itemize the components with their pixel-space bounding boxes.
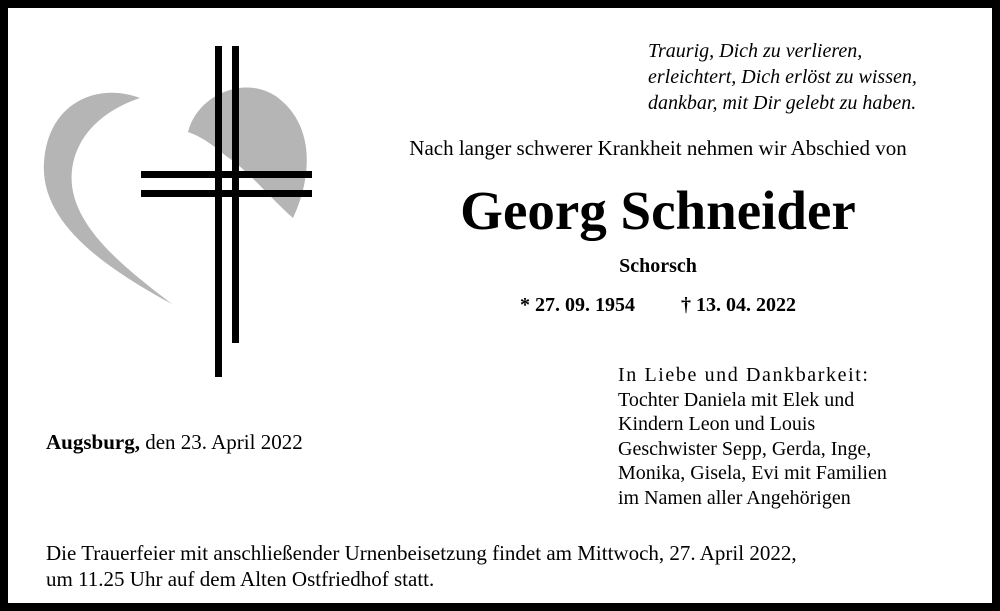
heart-cross-emblem: [38, 40, 318, 385]
place-city: Augsburg,: [46, 430, 140, 454]
mourners-list: [618, 363, 978, 510]
poem-line: Traurig, Dich zu verlieren,: [648, 40, 863, 62]
mourners-heading: In Liebe und Dankbarkeit:: [618, 364, 870, 386]
mourner-line: im Namen aller Angehörigen: [618, 486, 851, 509]
mourner-line: Kindern Leon und Louis: [618, 413, 816, 435]
ceremony-line: Die Trauerfeier mit anschließender Urnenbeisetzung findet am Mittwoch, 27. April 2022,: [46, 541, 797, 565]
notice-date: den 23. April 2022: [145, 430, 303, 454]
heart-left-stroke: [44, 93, 172, 304]
birth-date: * 27. 09. 1954: [520, 294, 635, 316]
cross-horizontal-bar-bottom: [141, 190, 312, 197]
ceremony-line: um 11.25 Uhr auf dem Alten Ostfriedhof statt.: [46, 567, 435, 591]
cross-vertical-bar-left: [215, 46, 222, 377]
heart-cross-icon: [38, 40, 318, 385]
poem-line: erleichtert, Dich erlöst zu wissen,: [648, 66, 917, 88]
heart-icon: [188, 88, 307, 218]
deceased-nickname: Schorsch: [619, 255, 697, 277]
poem: [648, 38, 978, 116]
death-date: † 13. 04. 2022: [681, 294, 796, 316]
deceased-name: Georg Schneider: [460, 180, 856, 241]
mourner-line: Monika, Gisela, Evi mit Familien: [618, 462, 887, 484]
funeral-ceremony-info: [46, 540, 986, 592]
mourner-line: Tochter Daniela mit Elek und: [618, 388, 855, 411]
place-and-date: [46, 429, 303, 455]
cross-horizontal-bar-top: [141, 171, 312, 178]
intro-text: Nach langer schwerer Krankheit nehmen wir Abschied von: [409, 136, 907, 160]
poem-line: dankbar, mit Dir gelebt zu haben.: [648, 92, 917, 114]
mourner-line: Geschwister Sepp, Gerda, Inge,: [618, 437, 872, 460]
life-dates: [348, 292, 968, 318]
